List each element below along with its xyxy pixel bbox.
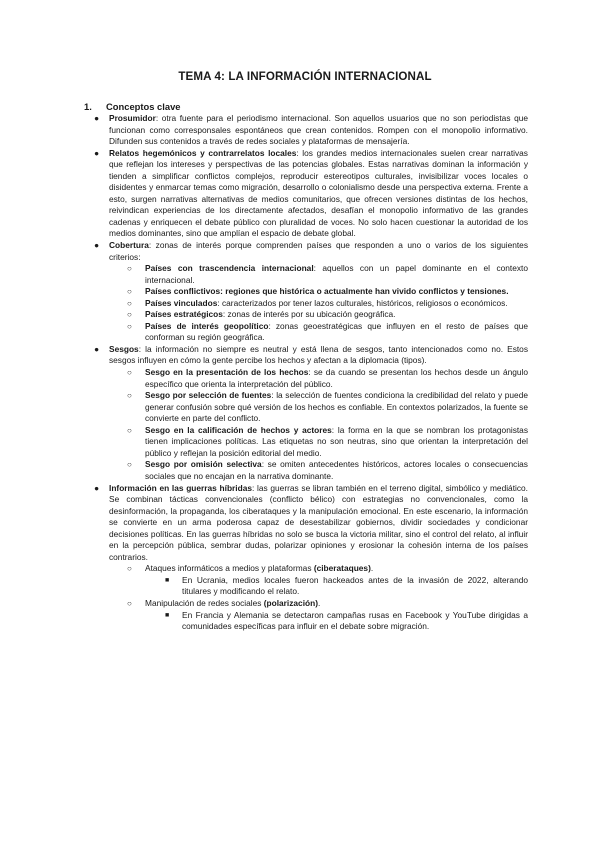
section-heading [82, 101, 528, 112]
sublist-item [82, 367, 528, 390]
document-page [82, 70, 528, 633]
sub-text: Manipulación de redes sociales [145, 597, 264, 608]
definition-cobertura: : zonas de interés porque comprenden países que responden a uno o varios de los siguientes criterios: [109, 240, 528, 262]
sub-definition: : la selección de fuentes condiciona la credibilidad del relato y puede generar confusión sobre qué versión de los hechos es confiable. En contextos polarizados, la fuente se convierte en parte del conflicto. [145, 390, 528, 424]
sublist-item [82, 263, 528, 286]
sub-term: Países estratégicos [145, 309, 223, 320]
sublist-item [82, 286, 528, 298]
sub-term: Países con trascendencia internacional [145, 263, 314, 274]
circle-marker: ○ [127, 564, 132, 574]
sublist-item [82, 459, 528, 482]
sub-term: Sesgo en la calificación de hechos y actores [145, 424, 332, 435]
term-sesgos: Sesgos [109, 343, 139, 354]
circle-marker: ○ [127, 264, 132, 274]
circle-marker: ○ [127, 287, 132, 297]
sub-after: . [318, 597, 321, 608]
sub-definition: : caracterizados por tener lazos culturales, históricos, religiosos o económicos. [217, 297, 508, 308]
page-title: TEMA 4: LA INFORMACIÓN INTERNACIONAL [178, 70, 432, 83]
circle-marker: ○ [127, 368, 132, 378]
sub-definition: : se da cuando se presentan los hechos desde un ángulo específico que orienta la interpretación del público. [145, 367, 528, 389]
bullet-marker: ● [94, 343, 100, 354]
sub-term: Países conflictivos: regiones que histórica o actualmente han vivido conflictos y tensiones. [145, 286, 509, 297]
sub-definition: : zonas geoestratégicas que influyen en el resto de países que conforman su región geográfica. [145, 320, 529, 343]
example-item [82, 575, 528, 598]
bullet-marker: ● [94, 113, 100, 123]
definition-prosumidor: : otra fuente para el periodismo internacional. Son aquellos usuarios que no son periodistas que funcionan como corresponsales espontáneos que crean contenidos. Rompen con el monopolio informativo. Difunden sus contenidos a través de redes sociales y plataformas de mensajería. [109, 113, 528, 147]
sublist-item [82, 425, 528, 460]
square-marker: ■ [165, 611, 170, 619]
sub-bold: (polarización) [263, 597, 318, 608]
circle-marker: ○ [127, 321, 132, 331]
bullet-marker: ● [94, 240, 100, 251]
term-guerras: Información en las guerras híbridas [109, 482, 252, 493]
definition-guerras: : las guerras se libran también en el terreno digital, simbólico y mediático. Se combinan tácticas convencionales (conflicto bélico) con estrategias no convencionales, como la desinformación, la propaganda, los ciberataques y la manipulación emocional. En este escenario, la información se convierte en un arma poderosa capaz de desestabilizar gobiernos, dividir sociedades y condicionar decisiones políticas. En las guerras híbridas no solo se busca la victoria militar, sino el control del relato, al influir en la percepción pública, sembrar dudas, polarizar opiniones y erosionar la cohesión interna de los países contrarios. [109, 482, 529, 562]
term-prosumidor: Prosumidor [109, 113, 156, 123]
sub-text: Ataques informáticos a medios y plataformas [145, 563, 314, 574]
sublist-item [82, 598, 528, 610]
circle-marker: ○ [127, 310, 132, 320]
example-item [82, 610, 528, 633]
sub-term: Sesgo por selección de fuentes [145, 390, 272, 401]
definition-relatos: : los grandes medios internacionales suelen crear narrativas que reflejan los intereses y perspectivas de las potencias globales. Estas narrativas dominan la información y tienden a simplificar conflictos complejos, reproducir estereotipos culturales, invisibilizar voces locales o disidentes y enmarcar temas como migración, desarrollo o colonialismo desde una perspectiva externa. Frente a esto, surgen narrativas alternativas de medios comunitarios, que ofrecen versiones distintas de los hechos, reivindican experiencias de los directamente afectados, desafían el monopolio informativo de las grandes cadenas y enriquecen el debate público con pluralidad de voces. No solo hacen cuestionar la autoridad de los medios dominantes, sino que amplían el espacio de debate global. [109, 147, 528, 239]
term-cobertura: Cobertura [109, 240, 149, 251]
list-item-relatos [82, 148, 528, 240]
sublist-item [82, 298, 528, 310]
sub-bold: (ciberataques) [313, 563, 371, 574]
list-item-sesgos [82, 344, 528, 367]
example-text: En Ucrania, medios locales fueron hackeados antes de la invasión de 2022, alterando titulares y modificando el relato. [182, 574, 528, 597]
circle-marker: ○ [127, 298, 132, 308]
term-relatos: Relatos hegemónicos y contrarrelatos locales [109, 147, 297, 158]
definition-sesgos: : la información no siempre es neutral y está llena de sesgos, tanto intencionados como no. Estos sesgos influyen en cómo la gente percibe los hechos y afectan a la diplomacia (tipos). [109, 343, 528, 366]
bullet-marker: ● [94, 482, 100, 493]
section-number: 1. [84, 101, 92, 112]
sub-definition: : la forma en la que se nombran los protagonistas tienen implicaciones políticas. Las etiquetas no son neutras, sino que orientan la interpretación del público y reflejan la posición editorial del medio. [145, 424, 528, 458]
sub-term: Países de interés geopolítico [145, 320, 269, 331]
sub-term: Sesgo por omisión selectiva [145, 459, 262, 470]
sub-term: Países vinculados [145, 297, 218, 308]
bullet-marker: ● [94, 147, 100, 158]
example-text: En Francia y Alemania se detectaron campañas rusas en Facebook y YouTube dirigidas a comunidades específicas para influir en el debate sobre migración. [182, 609, 528, 632]
sub-term: Sesgo en la presentación de los hechos [145, 367, 309, 378]
circle-marker: ○ [127, 425, 132, 435]
list-item-cobertura [82, 240, 528, 263]
sublist-item [82, 563, 528, 575]
sublist-item [82, 390, 528, 425]
square-marker: ■ [165, 576, 170, 584]
circle-marker: ○ [127, 460, 132, 470]
section-title: Conceptos clave [106, 101, 181, 112]
sublist-item [82, 309, 528, 321]
list-item-guerras [82, 483, 528, 564]
list-item-prosumidor [82, 113, 528, 148]
circle-marker: ○ [127, 598, 132, 608]
sub-definition: : aquellos con un papel dominante en el contexto internacional. [145, 263, 529, 285]
sub-definition: : se omiten antecedentes históricos, actores locales o consecuencias sociales que no encajan en la narrativa dominante. [145, 459, 528, 481]
sublist-item [82, 321, 528, 344]
sub-definition: : zonas de interés por su ubicación geográfica. [222, 309, 396, 320]
circle-marker: ○ [127, 391, 132, 401]
sub-after: . [370, 563, 374, 574]
